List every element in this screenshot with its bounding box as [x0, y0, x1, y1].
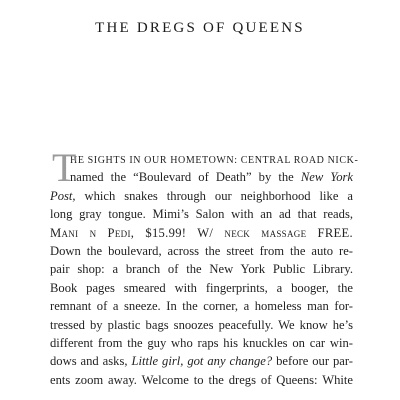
text-line-2: named the “Boulevard of Death” by the New York — [70, 170, 353, 185]
text-line-1: T HE SIGHTS IN OUR HOMETOWN: CENTRAL ROAD NICK- — [52, 145, 359, 190]
text-line-4: long gray tongue. Mimi’s Salon with an ad that reads, — [50, 207, 353, 222]
text-line-3: Post, which snakes through our neighborhood like a — [50, 188, 353, 203]
chapter-title: THE DREGS OF QUEENS — [95, 20, 305, 36]
text-line-11: different from the guy who raps his knuckles on car win- — [50, 335, 353, 350]
text-line-10: tressed by plastic bags snoozes peacefully. We know he’s — [50, 317, 353, 332]
chapter-body — [50, 145, 359, 389]
salon-sign-text: Mani n Pedi, $15.99! W/ neck massage FREE. — [50, 225, 353, 240]
text-line-12: dows and asks, Little girl, got any change? before our par- — [50, 354, 354, 369]
text-line-9: remnant of a sneeze. In the corner, a homeless man for- — [50, 299, 353, 314]
text-line-13: ents zoom away. Welcome to the dregs of Queens: White — [50, 372, 353, 387]
drop-cap: T — [52, 145, 77, 190]
text-line-7: pair shop: a branch of the New York Public Library. — [50, 262, 353, 277]
text-line-8: Book pages smeared with fingerprints, a booger, the — [50, 280, 353, 295]
text-line-6: Down the boulevard, across the street from the auto re- — [50, 243, 353, 258]
